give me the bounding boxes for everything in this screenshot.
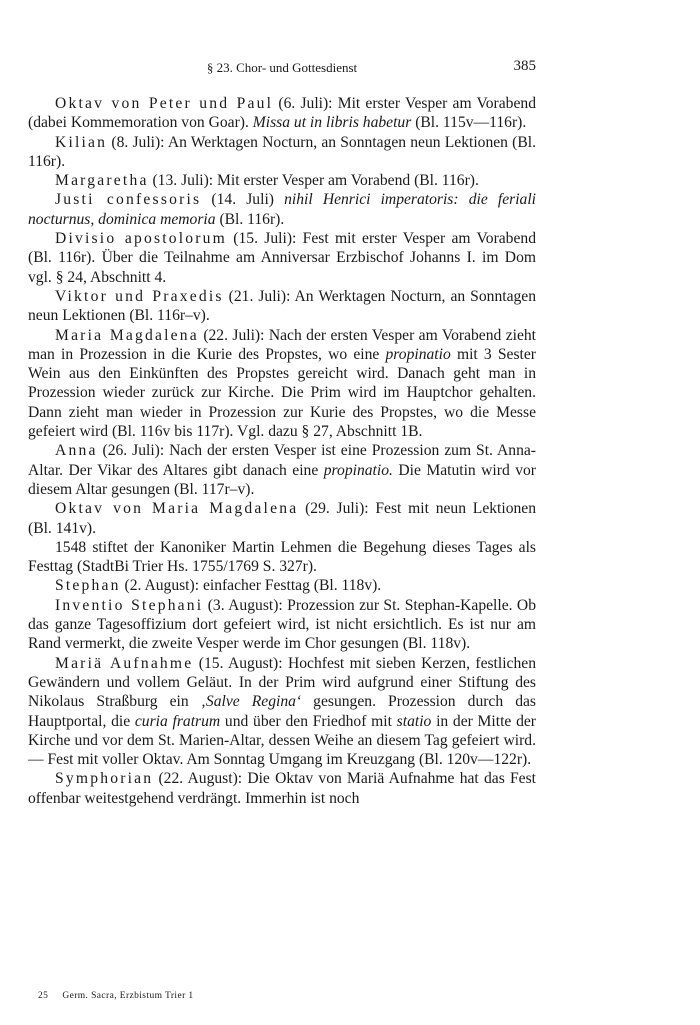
entry-heading: Symphorian bbox=[55, 770, 154, 788]
entry-heading: Stephan bbox=[55, 577, 121, 595]
entry-heading: Margaretha bbox=[55, 172, 149, 190]
entry-text: (26. Juli): Nach der ersten Vesper ist eine Prozession zum St. Anna-Altar. Der Vikar des Altares gibt danach eine bbox=[28, 442, 536, 479]
entry-viktor-praxedis bbox=[28, 287, 536, 326]
entry-text: (6. Juli): Mit erster Vesper am Vorabend (dabei Kommemoration von Goar). bbox=[28, 95, 536, 132]
entry-text: in der Mitte der Kirche und vor dem St. Marien-Altar, dessen Weihe an diesem Tag gefeiert wird. — Fest mit voller Oktav. Am Sonntag Umgang im Kreuzgang (Bl. 120v—122r). bbox=[28, 712, 536, 769]
entry-text: (8. Juli): An Werktagen Nocturn, an Sonntagen neun Lektionen (Bl. 116r). bbox=[28, 133, 536, 170]
entry-symphorian bbox=[28, 769, 536, 808]
entry-heading: Divisio apostolorum bbox=[55, 230, 227, 248]
latin-term: curia fratrum bbox=[134, 712, 221, 730]
entry-text: (15. August): Hochfest mit sieben Kerzen, festlichen Gewändern und vollem Geläut. In der Prim wird aufgrund einer Stiftung des Nikolaus Straßburg ein bbox=[28, 654, 536, 711]
entry-text: (29. Juli): Fest mit neun Lektionen (Bl. 141v). bbox=[28, 500, 537, 537]
entry-text: (15. Juli): Fest mit erster Vesper am Vorabend (Bl. 116r). Über die Teilnahme am Anniversar Erzbischof Johanns I. im Dom vgl. § 24, Abschnitt 4. bbox=[28, 230, 536, 286]
entry-text: (22. August): Die Oktav von Mariä Aufnahme hat das Fest offenbar weitestgehend verdrängt. Immerhin ist noch bbox=[28, 770, 536, 807]
entry-heading: Maria Magdalena bbox=[55, 326, 199, 344]
page-number: 385 bbox=[513, 58, 536, 74]
entry-text: (2. August): einfacher Festtag (Bl. 118v). bbox=[120, 577, 382, 595]
entry-heading: Kilian bbox=[55, 133, 108, 151]
entry-margaretha bbox=[28, 171, 536, 190]
entry-heading: Oktav von Maria Magdalena bbox=[55, 500, 299, 518]
entry-heading: Mariä Aufnahme bbox=[55, 654, 194, 672]
entry-heading: Inventio Stephani bbox=[55, 596, 204, 614]
entry-heading: Viktor und Praxedis bbox=[55, 287, 224, 305]
entry-anna bbox=[28, 441, 536, 499]
entry-text: Die Matutin wird vor diesem Altar gesungen (Bl. 117r–v). bbox=[28, 461, 536, 498]
entry-text: (Bl. 116r). bbox=[215, 210, 285, 228]
entry-text: (21. Juli): An Werktagen Nocturn, an Sonntagen neun Lektionen (Bl. 116r–v). bbox=[28, 287, 537, 325]
running-head bbox=[28, 58, 536, 78]
body-text bbox=[28, 94, 536, 808]
entry-text: gesungen. Prozession durch das Hauptportal, die bbox=[28, 693, 536, 730]
latin-term: propinatio bbox=[385, 345, 451, 363]
entry-inventio-stephani bbox=[28, 596, 536, 654]
entry-maria-magdalena bbox=[28, 326, 536, 442]
entry-text: (3. August): Prozession zur St. Stephan-Kapelle. Ob das ganze Tagesoffizium dort gefeiert wird, ist nicht ersichtlich. Es ist nur am Rand vermerkt, die zweite Vesper werde im Chor gesungen (Bl. 118v). bbox=[28, 596, 536, 653]
entry-text: (22. Juli): Nach der ersten Vesper am Vorabend zieht man in Prozession in die Kurie des Propstes, wo eine bbox=[28, 326, 537, 363]
entry-heading: Oktav von Peter und Paul bbox=[55, 95, 274, 112]
entry-oktav-peter-paul bbox=[28, 94, 536, 133]
signature-footer bbox=[38, 991, 194, 1001]
entry-divisio-apostolorum bbox=[28, 229, 536, 287]
entry-text: (13. Juli): Mit erster Vesper am Vorabend (Bl. 116r). bbox=[148, 172, 479, 190]
series-label: Germ. Sacra, Erzbistum Trier 1 bbox=[62, 991, 194, 1001]
entry-kilian bbox=[28, 133, 536, 172]
entry-text: (Bl. 115v—116r). bbox=[411, 114, 527, 132]
entry-oktav-maria-magdalena bbox=[28, 499, 536, 538]
latin-term: statio bbox=[396, 712, 432, 730]
entry-text: 1548 stiftet der Kanoniker Martin Lehmen die Begehung dieses Tages als Festtag (StadtBi Trier Hs. 1755/1769 S. 327r). bbox=[28, 538, 536, 576]
entry-text: und über den Friedhof mit bbox=[220, 712, 397, 730]
latin-term: propinatio. bbox=[323, 461, 393, 479]
latin-quote: ‚Salve Regina‘ bbox=[200, 693, 302, 711]
entry-text: (14. Juli) bbox=[201, 191, 285, 209]
entry-maria-aufnahme bbox=[28, 654, 536, 770]
entry-stiftung-1548 bbox=[28, 538, 536, 577]
entry-justi-confessoris bbox=[28, 190, 536, 229]
entry-heading: Anna bbox=[55, 442, 98, 460]
entry-text: mit 3 Sester Wein aus den Einkünften des Propstes gereicht wird. Danach geht man in Prozession wieder zurück zur Kirche. Die Prim wird im Hauptchor gehalten. Dann zieht man wieder in Prozession zur Kurie des Propstes, wo die Messe gefeiert wird (Bl. 116v bis 117r). Vgl. dazu § 27, Abschnitt 1B. bbox=[28, 345, 536, 441]
running-title: § 23. Chor- und Gottesdienst bbox=[206, 60, 358, 75]
entry-stephan bbox=[28, 576, 536, 595]
signature-mark: 25 bbox=[38, 991, 49, 1001]
latin-quote: nihil Henrici imperatoris: die feriali nocturnus, dominica memoria bbox=[28, 191, 536, 228]
entry-heading: Justi confessoris bbox=[55, 191, 202, 209]
latin-quote: Missa ut in libris habetur bbox=[252, 114, 412, 132]
